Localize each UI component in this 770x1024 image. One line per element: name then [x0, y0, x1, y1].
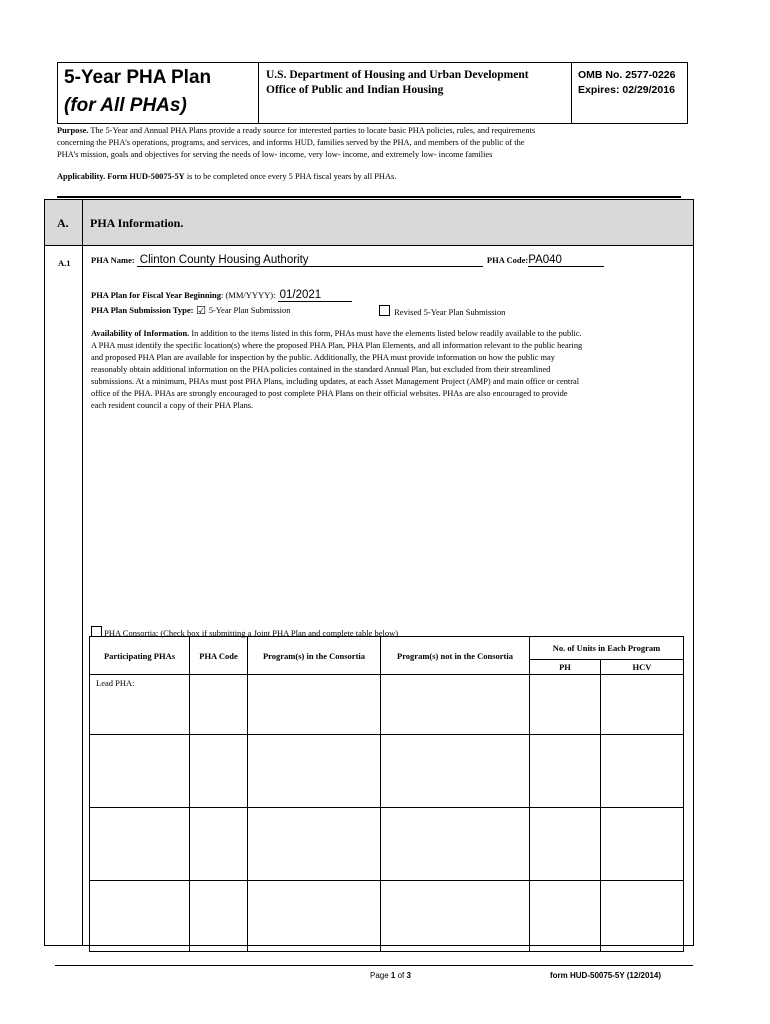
- form-subtitle: (for All PHAs): [64, 95, 187, 116]
- table-cell[interactable]: [381, 881, 530, 952]
- lead-pha-label: Lead PHA:: [96, 678, 135, 688]
- table-cell[interactable]: [248, 735, 381, 808]
- col-pha-code: PHA Code: [190, 637, 248, 675]
- table-cell[interactable]: [601, 675, 684, 735]
- table-cell[interactable]: [530, 881, 601, 952]
- fiscal-year-row: [91, 289, 352, 302]
- section-letter: A.: [57, 216, 69, 230]
- fiscal-year-format: : (MM/YYYY):: [220, 290, 276, 300]
- pha-code-value: PA040: [528, 254, 562, 266]
- omb-expiration: Expires: 02/29/2016: [578, 84, 675, 96]
- applicability-form-id: Form HUD-50075-5Y: [107, 172, 185, 181]
- availability-line: A PHA must identify the specific location(s) where the proposed PHA Plan, PHA Plan Elements, and all information relevant to the public hearing: [91, 341, 583, 350]
- table-cell[interactable]: [601, 881, 684, 952]
- purpose-text-2: concerning the PHA’s operations, programs, and services, and informs HUD, families served by the PHA, and members of the public of the: [57, 138, 525, 147]
- availability-line: reasonably obtain additional information on the PHA policies contained in the standard Annual Plan, but excluded from their streamlined: [91, 365, 551, 374]
- table-cell[interactable]: [530, 808, 601, 881]
- table-cell[interactable]: [381, 675, 530, 735]
- revised-option: [379, 305, 505, 317]
- fiscal-year-label: PHA Plan for Fiscal Year Beginning: [91, 290, 221, 300]
- pha-code-field[interactable]: [528, 254, 604, 267]
- col-ph: PH: [530, 660, 601, 675]
- table-cell[interactable]: [530, 735, 601, 808]
- omb-info: [578, 68, 675, 98]
- pha-code-label: PHA Code:: [486, 255, 529, 265]
- omb-cell: [571, 63, 687, 123]
- purpose-paragraph: [57, 125, 697, 161]
- table-cell[interactable]: [248, 808, 381, 881]
- availability-line: In addition to the items listed in this form, PHAs must have the elements listed below readily available to the public.: [191, 329, 582, 338]
- table-cell[interactable]: [530, 675, 601, 735]
- agency-line-1: U.S. Department of Housing and Urban Development: [266, 69, 529, 81]
- revised-checkbox[interactable]: [379, 305, 390, 316]
- applicability-text: is to be completed once every 5 PHA fiscal years by all PHAs.: [186, 172, 397, 181]
- five-year-option-label: 5-Year Plan Submission: [208, 305, 291, 315]
- agency-line-2: Office of Public and Indian Housing: [266, 84, 444, 96]
- omb-number: OMB No. 2577-0226: [578, 69, 676, 81]
- submission-type-row: [91, 305, 290, 316]
- page-number: [370, 971, 411, 980]
- table-cell[interactable]: [381, 808, 530, 881]
- availability-line: office of the PHA. PHAs are strongly encouraged to post complete PHA Plans on their official websites. PHAs are also encouraged to provide: [91, 389, 568, 398]
- five-year-checkbox[interactable]: ☑: [196, 304, 206, 317]
- col-programs-not-in: Program(s) not in the Consortia: [381, 637, 530, 675]
- page-current: 1: [390, 971, 396, 980]
- availability-line: and proposed PHA Plan are available for inspection by the public. Additionally, the PHA must provide information on how the public may: [91, 353, 555, 362]
- pha-name-row: [91, 254, 604, 267]
- purpose-label: Purpose.: [57, 126, 89, 135]
- form-header: [57, 62, 688, 124]
- form-id: form HUD-50075-5Y (12/2014): [550, 971, 662, 980]
- col-programs-in: Program(s) in the Consortia: [248, 637, 381, 675]
- col-participating: Participating PHAs: [90, 637, 190, 675]
- table-cell[interactable]: [601, 735, 684, 808]
- fiscal-year-value: 01/2021: [279, 289, 322, 301]
- column-divider: [82, 200, 83, 945]
- table-cell[interactable]: [381, 735, 530, 808]
- form-title-cell: [58, 63, 259, 123]
- table-cell[interactable]: [190, 735, 248, 808]
- page-of: of: [395, 971, 407, 980]
- submission-type-label: PHA Plan Submission Type:: [91, 305, 194, 315]
- table-cell[interactable]: [190, 675, 248, 735]
- section-title: PHA Information.: [90, 216, 184, 230]
- table-cell[interactable]: [601, 808, 684, 881]
- page-total: 3: [406, 971, 411, 980]
- pha-name-field[interactable]: [137, 254, 483, 267]
- availability-line: submissions. At a minimum, PHAs must post PHA Plans, including updates, at each Asset Management Project (AMP) and main office or central: [91, 377, 580, 386]
- applicability-label: Applicability.: [57, 172, 106, 181]
- purpose-text-1: The 5-Year and Annual PHA Plans provide a ready source for interested parties to locate basic PHA policies, rules, and requirements: [90, 126, 536, 135]
- availability-paragraph: [91, 328, 691, 412]
- pha-name-value: Clinton County Housing Authority: [139, 254, 309, 266]
- pha-name-label: PHA Name:: [91, 255, 135, 265]
- table-cell[interactable]: [190, 881, 248, 952]
- consortia-table: [89, 636, 684, 952]
- availability-line: each resident council a copy of their PHA Plans.: [91, 401, 254, 410]
- col-hcv: HCV: [601, 660, 684, 675]
- divider: [57, 196, 681, 198]
- fiscal-year-field[interactable]: [278, 289, 352, 302]
- lead-pha-cell[interactable]: [90, 675, 190, 735]
- agency-cell: [258, 63, 572, 123]
- revised-option-label: Revised 5-Year Plan Submission: [394, 307, 506, 317]
- footer-rule: [55, 965, 693, 966]
- table-cell[interactable]: [90, 881, 190, 952]
- item-number: A.1: [58, 258, 71, 268]
- table-cell[interactable]: [190, 808, 248, 881]
- table-cell[interactable]: [248, 675, 381, 735]
- availability-label: Availability of Information.: [91, 329, 190, 338]
- consortia-label: PHA Consortia: (Check box if submitting a Joint PHA Plan and complete table below): [104, 628, 399, 638]
- col-units: No. of Units in Each Program: [530, 637, 684, 660]
- table-cell[interactable]: [90, 735, 190, 808]
- agency-name: [266, 68, 529, 98]
- table-cell[interactable]: [90, 808, 190, 881]
- page-prefix: Page: [370, 971, 391, 980]
- applicability-paragraph: [57, 171, 697, 183]
- form-title: 5-Year PHA Plan: [64, 67, 212, 88]
- table-cell[interactable]: [248, 881, 381, 952]
- purpose-text-3: PHA’s mission, goals and objectives for serving the needs of low- income, very low- income, and extremely low- income families: [57, 150, 493, 159]
